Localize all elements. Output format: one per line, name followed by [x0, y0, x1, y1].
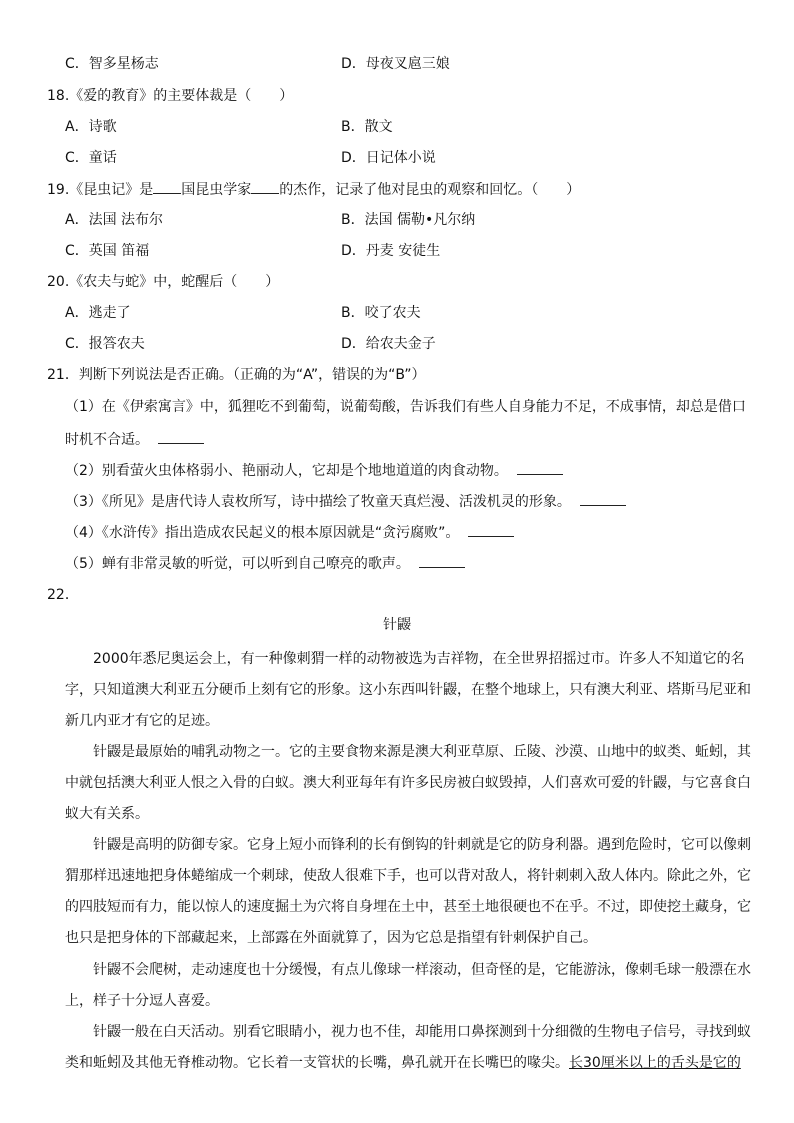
q19-option-b: B．法国 儒勒•凡尔纳: [341, 212, 476, 228]
answer-blank[interactable]: [580, 491, 626, 506]
q21-item-1-cont: [65, 429, 204, 450]
passage-paragraph-2: [65, 737, 749, 830]
q20-option-a: A．逃走了: [65, 305, 131, 321]
q17-option-c: C．智多星杨志: [65, 56, 159, 72]
passage-line: 针鼹是高明的防御专家。它身上短小而锋利的长有倒钩的针刺就是它的防身利器。遇到危险时，它可以像刺: [65, 837, 751, 853]
passage-line: 针鼹一般在白天活动。别看它眼睛小，视力也不佳，却能用口鼻探测到十分细微的生物电子信号，寻找到蚁: [65, 1024, 751, 1040]
q21-item-5: [65, 553, 465, 574]
q19-stem-part1: 19.《昆虫记》是: [47, 182, 154, 198]
passage-title: 针鼹: [383, 617, 411, 633]
passage-line: 针鼹不会爬树，走动速度也十分缓慢，有点儿像球一样滚动，但奇怪的是，它能游泳，像刺毛球一般漂在水: [65, 962, 751, 978]
passage-line: 字，只知道澳大利亚五分硬币上刻有它的形象。这小东西叫针鼹，在整个地球上，只有澳大利亚、塔斯马尼亚和: [65, 682, 751, 698]
q21-item-2: [65, 460, 563, 481]
q20-option-c: C．报答农夫: [65, 336, 145, 352]
q18-option-d: D．日记体小说: [341, 150, 436, 166]
passage-line: 猬那样迅速地把身体蜷缩成一个刺球，使敌人很难下手，也可以背对敌人，将针刺刺入敌人体内。除此之外，它: [65, 868, 751, 884]
q20-option-d: D．给农夫金子: [341, 336, 436, 352]
passage-line: 中就包括澳大利亚人恨之入骨的白蚁。澳大利亚每年有许多民房被白蚁毁掉，人们喜欢可爱的针鼹，与它喜食白: [65, 775, 751, 791]
q19-stem-part3: 的杰作，记录了他对昆虫的观察和回忆。（ ）: [279, 182, 581, 198]
passage-line: 新几内亚才有它的足迹。: [65, 713, 219, 729]
passage-line: [65, 1048, 749, 1079]
q21-item-1-tail: 时机不合适。: [65, 432, 149, 448]
passage-line: 蚁大有关系。: [65, 806, 149, 822]
q22-number: 22．: [47, 587, 79, 603]
q21-item-4-text: （4）《水浒传》指出造成农民起义的根本原因就是“贪污腐败”。: [65, 525, 460, 541]
q21-item-3-text: （3）《所见》是唐代诗人袁枚所写，诗中描绘了牧童天真烂漫、活泼机灵的形象。: [65, 494, 571, 510]
q20-option-b: B．咬了农夫: [341, 305, 421, 321]
q19-stem-part2: 国昆虫学家: [181, 182, 252, 198]
answer-blank[interactable]: [251, 179, 279, 194]
q18-option-a: A．诗歌: [65, 119, 117, 135]
passage-paragraph-3: [65, 830, 749, 954]
q18-option-b: B．散文: [341, 119, 393, 135]
q21-item-2-text: （2）别看萤火虫体格弱小、艳丽动人，它却是个地地道道的肉食动物。: [65, 463, 508, 479]
passage-line: 上，样子十分逗人喜爱。: [65, 993, 219, 1009]
answer-blank[interactable]: [419, 553, 465, 568]
q19-option-a: A．法国 法布尔: [65, 212, 164, 228]
answer-blank[interactable]: [468, 522, 514, 537]
passage-line: 针鼹是最原始的哺乳动物之一。它的主要食物来源是澳大利亚草原、丘陵、沙漠、山地中的蚁类、蚯蚓，其: [65, 744, 751, 760]
passage-paragraph-5: [65, 1017, 749, 1079]
q19-option-d: D．丹麦 安徒生: [341, 243, 441, 259]
q21-stem: 21．判断下列说法是否正确。（正确的为“A”，错误的为“B”）: [47, 367, 426, 383]
answer-blank[interactable]: [158, 429, 204, 444]
underlined-sentence: 长30厘米以上的舌头是它的: [569, 1055, 741, 1071]
q21-item-1: （1）在《伊索寓言》中，狐狸吃不到葡萄，说葡萄酸，告诉我们有些人自身能力不足，不成事情，却总是借口: [65, 399, 746, 415]
q17-option-d: D．母夜叉扈三娘: [341, 56, 450, 72]
passage-text: 类和蚯蚓及其他无脊椎动物。它长着一支管状的长嘴，鼻孔就开在长嘴巴的喙尖。: [65, 1055, 569, 1071]
q21-item-3: [65, 491, 626, 512]
q18-stem: 18.《爱的教育》的主要体裁是（ ）: [47, 88, 294, 104]
passage-paragraph-1: [65, 644, 749, 737]
answer-blank[interactable]: [517, 460, 563, 475]
q18-option-c: C．童话: [65, 150, 117, 166]
q21-item-5-text: （5）蝉有非常灵敏的听觉，可以听到自己嘹亮的歌声。: [65, 556, 410, 572]
answer-blank[interactable]: [153, 179, 181, 194]
q19-option-c: C．英国 笛福: [65, 243, 150, 259]
q21-item-4: [65, 522, 514, 543]
q20-stem: 20.《农夫与蛇》中，蛇醒后（ ）: [47, 274, 280, 290]
passage-line: 2000年悉尼奥运会上，有一种像刺猬一样的动物被选为吉祥物，在全世界招摇过市。许多人不知道它的名: [65, 651, 745, 667]
passage-line: 的四肢短而有力，能以惊人的速度掘土为穴将自身埋在土中，甚至土地很硬也不在乎。不过，即使挖土藏身，它: [65, 899, 751, 915]
q19-stem: [47, 179, 580, 200]
passage-paragraph-4: [65, 955, 749, 1017]
passage-line: 也只是把身体的下部藏起来，上部露在外面就算了，因为它总是指望有针刺保护自己。: [65, 930, 597, 946]
